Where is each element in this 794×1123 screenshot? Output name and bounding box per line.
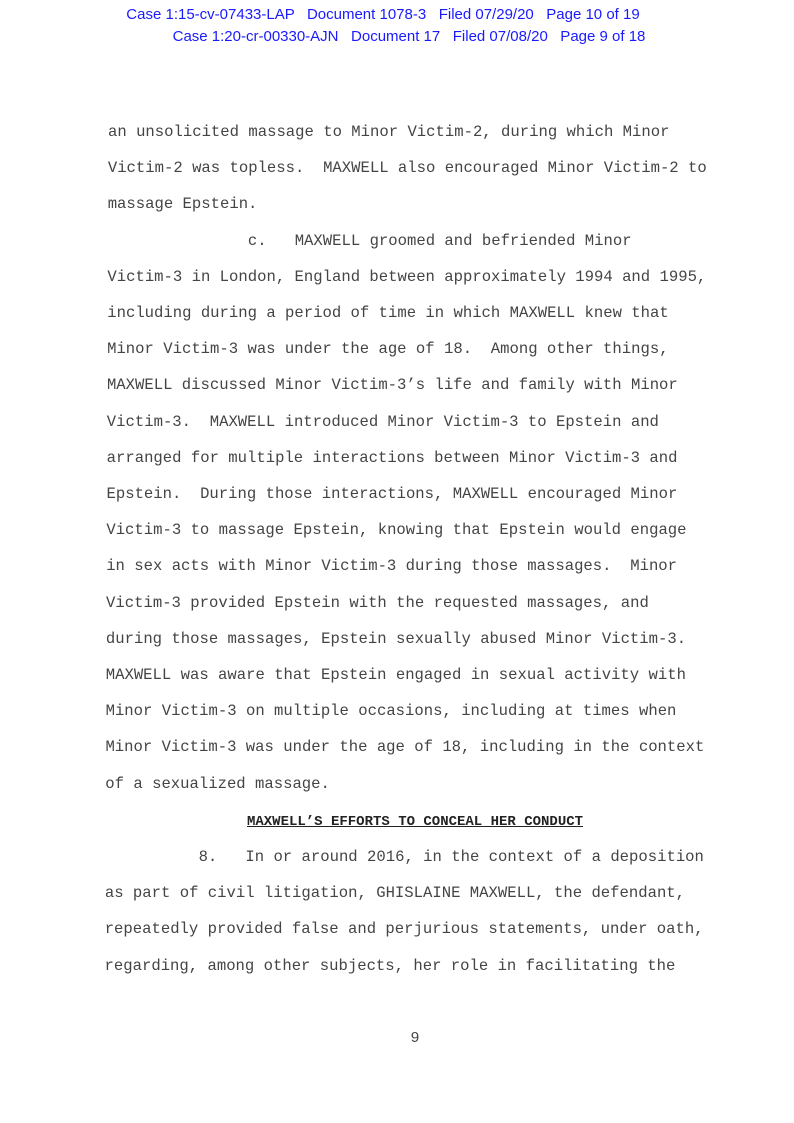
text-line: Victim-3 in London, England between approximately 1994 and 1995, <box>107 267 707 286</box>
text-line: including during a period of time in which MAXWELL knew that <box>107 304 669 322</box>
filing-stamp-2: Case 1:20-cr-00330-AJN Document 17 Filed 07/08/20 Page 9 of 18 <box>172 28 646 45</box>
section-heading: MAXWELL’S EFFORTS TO CONCEAL HER CONDUCT <box>246 814 584 830</box>
text-line: an unsolicited massage to Minor Victim-2, during which Minor <box>108 123 670 141</box>
text-line: during those massages, Epstein sexually abused Minor Victim-3. <box>105 629 687 648</box>
text-line: Minor Victim-3 was under the age of 18. Among other things, <box>107 340 669 359</box>
text-line: Victim-2 was topless. MAXWELL also encouraged Minor Victim-2 to <box>107 159 707 178</box>
text-line: repeatedly provided false and perjurious statements, under oath, <box>104 920 704 939</box>
text-line: MAXWELL discussed Minor Victim-3’s life and family with Minor <box>106 376 678 395</box>
text-line: in sex acts with Minor Victim-3 during those massages. Minor <box>106 557 678 576</box>
text-line: MAXWELL was aware that Epstein engaged in sexual activity with <box>105 666 686 684</box>
text-line: Victim-3 to massage Epstein, knowing that Epstein would engage <box>106 521 687 540</box>
filing-stamp-1: Case 1:15-cv-07433-LAP Document 1078-3 Filed 07/29/20 Page 10 of 19 <box>126 6 640 23</box>
text-line: c. MAXWELL groomed and befriended Minor <box>107 231 632 250</box>
page-number: 9 <box>410 1030 420 1047</box>
text-line: 8. In or around 2016, in the context of a deposition <box>105 848 704 866</box>
text-line: Victim-3. MAXWELL introduced Minor Victim-3 to Epstein and <box>106 412 659 431</box>
text-line: of a sexualized massage. <box>105 774 330 793</box>
text-line: Minor Victim-3 on multiple occasions, including at times when <box>105 702 677 721</box>
text-line: arranged for multiple interactions between Minor Victim-3 and <box>106 448 678 467</box>
text-line: as part of civil litigation, GHISLAINE MAXWELL, the defendant, <box>104 884 686 903</box>
text-line: massage Epstein. <box>107 195 258 214</box>
text-line: Victim-3 provided Epstein with the requested massages, and <box>106 593 649 612</box>
text-line: regarding, among other subjects, her role in facilitating the <box>104 956 676 975</box>
text-line: Epstein. During those interactions, MAXWELL encouraged Minor <box>106 485 678 503</box>
text-line: Minor Victim-3 was under the age of 18, including in the context <box>105 738 705 757</box>
